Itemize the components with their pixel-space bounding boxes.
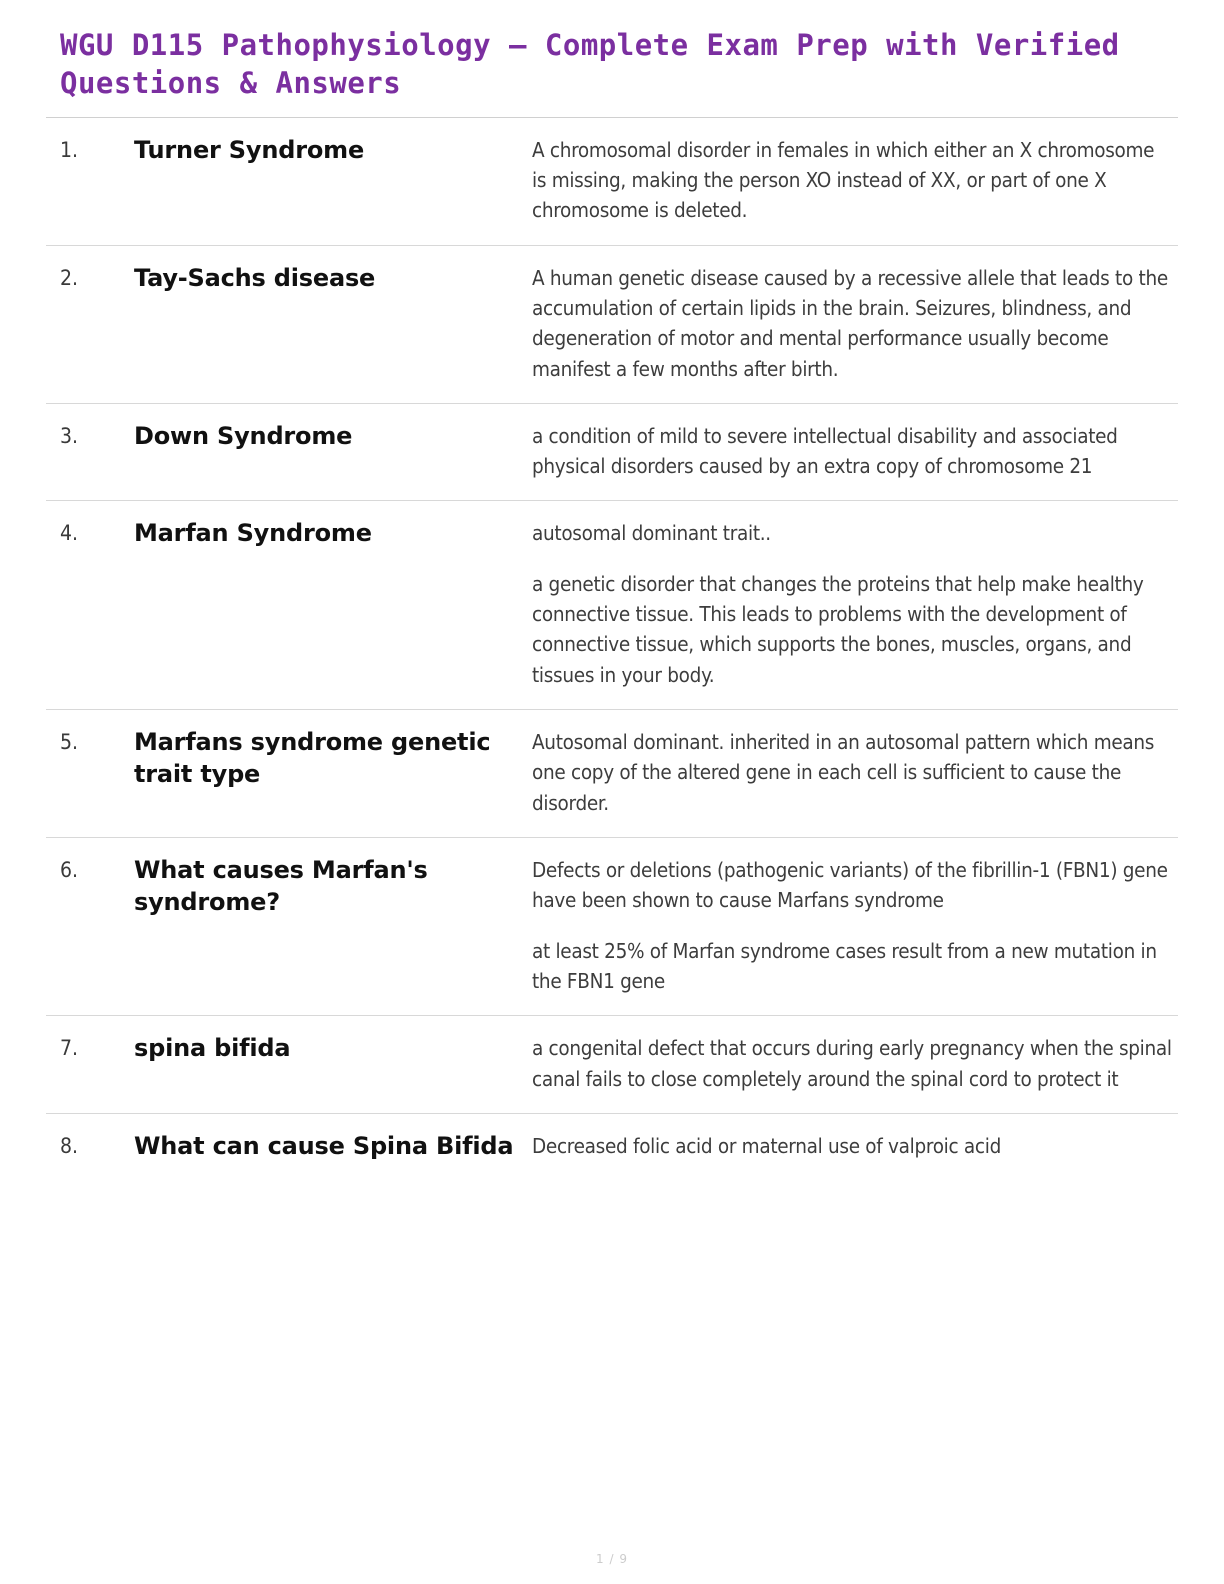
page-title: WGU D115 Pathophysiology — Complete Exam Prep with Verified Questions & Answers [60, 28, 1120, 101]
row-definition [524, 710, 1178, 838]
table-row [46, 245, 1178, 403]
definition-paragraph: at least 25% of Marfan syndrome cases result from a new mutation in the FBN1 gene [532, 938, 1157, 994]
table-row [46, 501, 1178, 710]
definition-paragraph: Autosomal dominant. inherited in an autosomal pattern which means one copy of the altered gene in each cell is sufficient to cause the disorder. [532, 730, 1155, 815]
table-row [46, 117, 1178, 245]
qa-table [46, 117, 1178, 1182]
table-row [46, 838, 1178, 1016]
definition-paragraph: Decreased folic acid or maternal use of valproic acid [532, 1134, 1001, 1159]
row-definition [524, 501, 1178, 710]
table-row [46, 1114, 1178, 1182]
row-definition [524, 117, 1178, 245]
row-term: spina bifida [134, 1034, 291, 1063]
row-definition [524, 1016, 1178, 1114]
qa-table-body [46, 117, 1178, 1182]
row-term: What can cause Spina Bifida [134, 1132, 514, 1161]
row-term: Tay-Sachs disease [134, 263, 376, 292]
row-number: 5. [60, 730, 79, 755]
definition-paragraph: A human genetic disease caused by a recessive allele that leads to the accumulation of certain lipids in the brain. Seizures, blindness, and degeneration of motor and mental performance usually become manifest a few months after birth. [532, 265, 1168, 381]
row-term: What causes Marfan's syndrome? [134, 856, 428, 917]
definition-paragraph: A chromosomal disorder in females in which either an X chromosome is missing, making the person XO instead of XX, or part of one X chromosome is deleted. [532, 137, 1155, 223]
row-term: Turner Syndrome [134, 135, 365, 164]
row-number: 4. [60, 521, 79, 546]
definition-paragraph: a genetic disorder that changes the proteins that help make healthy connective tissue. This leads to problems with the development of connective tissue, which supports the bones, muscles, organs, and tissues in your body. [532, 571, 1144, 687]
definition-paragraph: Defects or deletions (pathogenic variants) of the fibrillin-1 (FBN1) gene have been shown to cause Marfans syndrome [532, 858, 1168, 913]
row-term: Down Syndrome [134, 421, 353, 450]
row-number: 2. [60, 265, 79, 290]
row-number: 3. [60, 423, 79, 448]
row-number: 7. [60, 1036, 79, 1061]
definition-paragraph: a condition of mild to severe intellectual disability and associated physical disorders caused by an extra copy of chromosome 21 [532, 423, 1118, 479]
row-term: Marfan Syndrome [134, 519, 372, 548]
row-definition [524, 838, 1178, 1016]
row-definition [524, 245, 1178, 403]
row-definition [524, 403, 1178, 501]
table-row [46, 1016, 1178, 1114]
table-row [46, 403, 1178, 501]
definition-paragraph: autosomal dominant trait.. [532, 521, 771, 546]
row-number: 1. [60, 137, 79, 162]
row-term: Marfans syndrome genetic trait type [134, 728, 491, 789]
table-row [46, 710, 1178, 838]
row-number: 8. [60, 1134, 79, 1159]
row-number: 6. [60, 858, 79, 883]
row-definition [524, 1114, 1178, 1182]
page-number-footer: 1 / 9 [596, 1552, 628, 1566]
definition-paragraph: a congenital defect that occurs during early pregnancy when the spinal canal fails to close completely around the spinal cord to protect it [532, 1036, 1172, 1091]
